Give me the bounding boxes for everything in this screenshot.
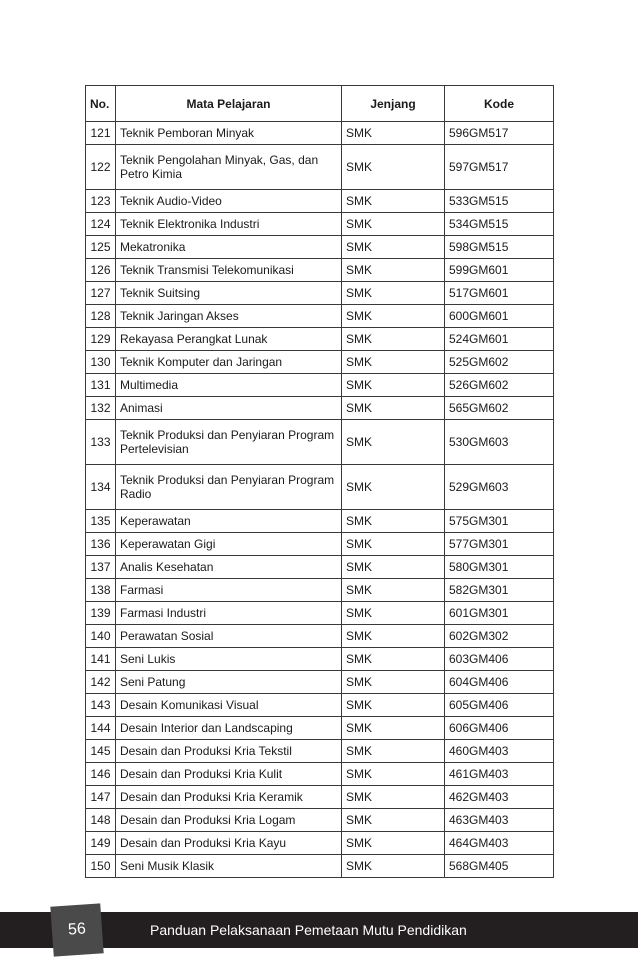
cell-no: 134 bbox=[86, 465, 116, 510]
cell-no: 145 bbox=[86, 740, 116, 763]
table-row bbox=[86, 282, 554, 305]
cell-mata-pelajaran: Teknik Audio-Video bbox=[116, 190, 342, 213]
table-row bbox=[86, 236, 554, 259]
cell-no: 141 bbox=[86, 648, 116, 671]
table-row bbox=[86, 671, 554, 694]
table-row bbox=[86, 855, 554, 878]
cell-no: 140 bbox=[86, 625, 116, 648]
cell-kode: 603GM406 bbox=[445, 648, 554, 671]
cell-mata-pelajaran: Rekayasa Perangkat Lunak bbox=[116, 328, 342, 351]
header-jenjang: Jenjang bbox=[342, 86, 445, 122]
cell-jenjang: SMK bbox=[342, 259, 445, 282]
table-row bbox=[86, 579, 554, 602]
footer-title: Panduan Pelaksanaan Pemetaan Mutu Pendidikan bbox=[150, 922, 467, 938]
cell-mata-pelajaran: Analis Kesehatan bbox=[116, 556, 342, 579]
table-row bbox=[86, 510, 554, 533]
cell-kode: 464GM403 bbox=[445, 832, 554, 855]
page-number: 56 bbox=[50, 903, 103, 956]
cell-no: 138 bbox=[86, 579, 116, 602]
cell-kode: 565GM602 bbox=[445, 397, 554, 420]
cell-jenjang: SMK bbox=[342, 397, 445, 420]
cell-mata-pelajaran: Teknik Komputer dan Jaringan bbox=[116, 351, 342, 374]
cell-mata-pelajaran: Keperawatan bbox=[116, 510, 342, 533]
cell-jenjang: SMK bbox=[342, 533, 445, 556]
cell-no: 150 bbox=[86, 855, 116, 878]
cell-kode: 530GM603 bbox=[445, 420, 554, 465]
cell-jenjang: SMK bbox=[342, 740, 445, 763]
cell-jenjang: SMK bbox=[342, 579, 445, 602]
cell-jenjang: SMK bbox=[342, 717, 445, 740]
cell-no: 127 bbox=[86, 282, 116, 305]
cell-mata-pelajaran: Teknik Suitsing bbox=[116, 282, 342, 305]
cell-mata-pelajaran: Teknik Produksi dan Penyiaran Program Pertelevisian bbox=[116, 420, 342, 465]
table-header-row bbox=[86, 86, 554, 122]
cell-mata-pelajaran: Mekatronika bbox=[116, 236, 342, 259]
cell-kode: 524GM601 bbox=[445, 328, 554, 351]
cell-jenjang: SMK bbox=[342, 190, 445, 213]
cell-no: 144 bbox=[86, 717, 116, 740]
cell-mata-pelajaran: Seni Patung bbox=[116, 671, 342, 694]
table-row bbox=[86, 305, 554, 328]
cell-mata-pelajaran: Seni Lukis bbox=[116, 648, 342, 671]
table-row bbox=[86, 533, 554, 556]
cell-no: 143 bbox=[86, 694, 116, 717]
cell-no: 133 bbox=[86, 420, 116, 465]
cell-jenjang: SMK bbox=[342, 351, 445, 374]
cell-no: 122 bbox=[86, 145, 116, 190]
cell-no: 125 bbox=[86, 236, 116, 259]
cell-kode: 599GM601 bbox=[445, 259, 554, 282]
cell-kode: 526GM602 bbox=[445, 374, 554, 397]
cell-mata-pelajaran: Animasi bbox=[116, 397, 342, 420]
cell-jenjang: SMK bbox=[342, 809, 445, 832]
cell-mata-pelajaran: Farmasi Industri bbox=[116, 602, 342, 625]
cell-no: 124 bbox=[86, 213, 116, 236]
table-row bbox=[86, 763, 554, 786]
cell-kode: 577GM301 bbox=[445, 533, 554, 556]
cell-no: 132 bbox=[86, 397, 116, 420]
cell-kode: 597GM517 bbox=[445, 145, 554, 190]
cell-kode: 533GM515 bbox=[445, 190, 554, 213]
cell-jenjang: SMK bbox=[342, 465, 445, 510]
cell-jenjang: SMK bbox=[342, 122, 445, 145]
table-row bbox=[86, 740, 554, 763]
cell-jenjang: SMK bbox=[342, 328, 445, 351]
cell-jenjang: SMK bbox=[342, 832, 445, 855]
table-row bbox=[86, 809, 554, 832]
table-row bbox=[86, 213, 554, 236]
cell-no: 142 bbox=[86, 671, 116, 694]
cell-jenjang: SMK bbox=[342, 648, 445, 671]
cell-jenjang: SMK bbox=[342, 694, 445, 717]
cell-mata-pelajaran: Teknik Jaringan Akses bbox=[116, 305, 342, 328]
cell-mata-pelajaran: Multimedia bbox=[116, 374, 342, 397]
cell-kode: 575GM301 bbox=[445, 510, 554, 533]
cell-kode: 517GM601 bbox=[445, 282, 554, 305]
cell-jenjang: SMK bbox=[342, 602, 445, 625]
cell-mata-pelajaran: Farmasi bbox=[116, 579, 342, 602]
table-row bbox=[86, 556, 554, 579]
header-mata-pelajaran: Mata Pelajaran bbox=[116, 86, 342, 122]
cell-jenjang: SMK bbox=[342, 374, 445, 397]
cell-kode: 602GM302 bbox=[445, 625, 554, 648]
cell-no: 123 bbox=[86, 190, 116, 213]
table-row bbox=[86, 374, 554, 397]
table-row bbox=[86, 602, 554, 625]
table-row bbox=[86, 397, 554, 420]
cell-jenjang: SMK bbox=[342, 236, 445, 259]
cell-mata-pelajaran: Desain Komunikasi Visual bbox=[116, 694, 342, 717]
cell-no: 137 bbox=[86, 556, 116, 579]
cell-jenjang: SMK bbox=[342, 671, 445, 694]
cell-kode: 529GM603 bbox=[445, 465, 554, 510]
cell-no: 129 bbox=[86, 328, 116, 351]
cell-jenjang: SMK bbox=[342, 510, 445, 533]
table-row bbox=[86, 351, 554, 374]
table-row bbox=[86, 648, 554, 671]
cell-jenjang: SMK bbox=[342, 213, 445, 236]
cell-mata-pelajaran: Teknik Transmisi Telekomunikasi bbox=[116, 259, 342, 282]
cell-mata-pelajaran: Keperawatan Gigi bbox=[116, 533, 342, 556]
cell-jenjang: SMK bbox=[342, 786, 445, 809]
table-row bbox=[86, 832, 554, 855]
cell-mata-pelajaran: Perawatan Sosial bbox=[116, 625, 342, 648]
table-row bbox=[86, 694, 554, 717]
cell-kode: 534GM515 bbox=[445, 213, 554, 236]
cell-kode: 568GM405 bbox=[445, 855, 554, 878]
cell-kode: 604GM406 bbox=[445, 671, 554, 694]
table-row bbox=[86, 420, 554, 465]
table-row bbox=[86, 122, 554, 145]
subjects-table bbox=[85, 85, 554, 878]
table-row bbox=[86, 259, 554, 282]
cell-mata-pelajaran: Desain dan Produksi Kria Kayu bbox=[116, 832, 342, 855]
table-row bbox=[86, 465, 554, 510]
cell-no: 131 bbox=[86, 374, 116, 397]
cell-kode: 580GM301 bbox=[445, 556, 554, 579]
cell-kode: 463GM403 bbox=[445, 809, 554, 832]
cell-kode: 600GM601 bbox=[445, 305, 554, 328]
table-row bbox=[86, 625, 554, 648]
cell-kode: 582GM301 bbox=[445, 579, 554, 602]
cell-jenjang: SMK bbox=[342, 556, 445, 579]
cell-kode: 601GM301 bbox=[445, 602, 554, 625]
cell-no: 121 bbox=[86, 122, 116, 145]
cell-no: 148 bbox=[86, 809, 116, 832]
cell-no: 136 bbox=[86, 533, 116, 556]
table-row bbox=[86, 190, 554, 213]
cell-jenjang: SMK bbox=[342, 145, 445, 190]
cell-no: 130 bbox=[86, 351, 116, 374]
cell-no: 147 bbox=[86, 786, 116, 809]
cell-no: 126 bbox=[86, 259, 116, 282]
cell-kode: 460GM403 bbox=[445, 740, 554, 763]
cell-mata-pelajaran: Teknik Pemboran Minyak bbox=[116, 122, 342, 145]
cell-kode: 525GM602 bbox=[445, 351, 554, 374]
cell-no: 128 bbox=[86, 305, 116, 328]
cell-jenjang: SMK bbox=[342, 625, 445, 648]
table-row bbox=[86, 145, 554, 190]
cell-mata-pelajaran: Desain dan Produksi Kria Logam bbox=[116, 809, 342, 832]
cell-kode: 606GM406 bbox=[445, 717, 554, 740]
cell-kode: 462GM403 bbox=[445, 786, 554, 809]
cell-no: 135 bbox=[86, 510, 116, 533]
cell-kode: 461GM403 bbox=[445, 763, 554, 786]
cell-mata-pelajaran: Teknik Produksi dan Penyiaran Program Radio bbox=[116, 465, 342, 510]
cell-mata-pelajaran: Desain dan Produksi Kria Kulit bbox=[116, 763, 342, 786]
table-row bbox=[86, 328, 554, 351]
cell-no: 139 bbox=[86, 602, 116, 625]
cell-mata-pelajaran: Seni Musik Klasik bbox=[116, 855, 342, 878]
cell-kode: 605GM406 bbox=[445, 694, 554, 717]
cell-no: 146 bbox=[86, 763, 116, 786]
cell-mata-pelajaran: Desain dan Produksi Kria Tekstil bbox=[116, 740, 342, 763]
table-row bbox=[86, 717, 554, 740]
cell-jenjang: SMK bbox=[342, 420, 445, 465]
cell-mata-pelajaran: Desain Interior dan Landscaping bbox=[116, 717, 342, 740]
cell-jenjang: SMK bbox=[342, 282, 445, 305]
cell-jenjang: SMK bbox=[342, 855, 445, 878]
cell-kode: 596GM517 bbox=[445, 122, 554, 145]
cell-mata-pelajaran: Desain dan Produksi Kria Keramik bbox=[116, 786, 342, 809]
cell-kode: 598GM515 bbox=[445, 236, 554, 259]
cell-mata-pelajaran: Teknik Elektronika Industri bbox=[116, 213, 342, 236]
cell-mata-pelajaran: Teknik Pengolahan Minyak, Gas, dan Petro Kimia bbox=[116, 145, 342, 190]
table-row bbox=[86, 786, 554, 809]
header-no: No. bbox=[86, 86, 116, 122]
cell-jenjang: SMK bbox=[342, 305, 445, 328]
header-kode: Kode bbox=[445, 86, 554, 122]
cell-no: 149 bbox=[86, 832, 116, 855]
cell-jenjang: SMK bbox=[342, 763, 445, 786]
